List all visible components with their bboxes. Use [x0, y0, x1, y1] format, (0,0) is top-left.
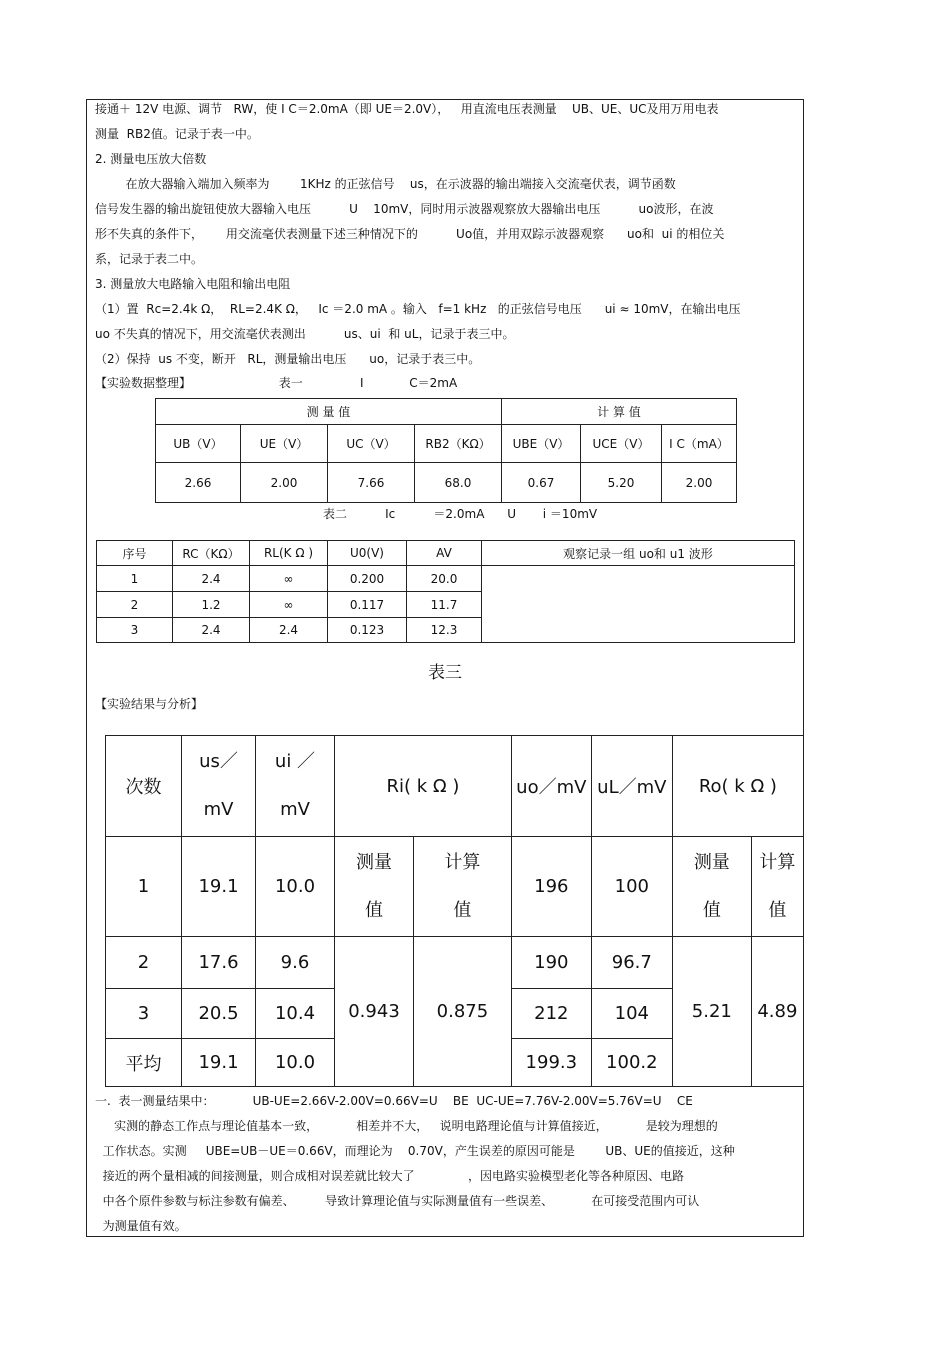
section-heading: 2. 测量电压放大倍数	[95, 152, 207, 166]
table2-caption: 表二 Ic ＝2.0mA U i ＝10mV	[323, 507, 598, 521]
table3-ro-calculated-label: 计算 值	[751, 837, 803, 937]
analysis-line: 实测的静态工作点与理论值基本一致， 相差并不大， 说明电路理论值与计算值接近， 是较为理想的	[95, 1119, 718, 1133]
table3-cell: 100.2	[591, 1039, 672, 1087]
table2-header: 观察记录一组 uo和 u1 波形	[482, 541, 795, 566]
table1-header: I C（mA）	[662, 425, 737, 463]
table3-cell: 10.4	[256, 989, 335, 1039]
section-heading: 【实验结果与分析】	[95, 697, 204, 711]
text-line: 信号发生器的输出旋钮使放大器输入电压 U 10mV，同时用示波器观察放大器输出电压 uo波形，在波	[95, 202, 714, 216]
table2-header: 序号	[97, 541, 173, 566]
table2-header: U0(V)	[328, 541, 407, 566]
table3-cell: 20.5	[182, 989, 256, 1039]
table2-cell: 3	[97, 618, 173, 643]
table3-header-ro: Ro( k Ω )	[672, 736, 803, 837]
table3-header-ui: ui ／ mV	[256, 736, 335, 837]
table1-header: UE（V）	[241, 425, 328, 463]
analysis-line: 一. 表一测量结果中： UB-UE=2.66V-2.00V=0.66V=U BE UC-UE=7.76V-2.00V=5.76V=U CE	[95, 1094, 693, 1108]
table2-cell: 11.7	[407, 592, 482, 618]
table2-header: AV	[407, 541, 482, 566]
table2-cell: 1.2	[173, 592, 250, 618]
table2-cell: 2	[97, 592, 173, 618]
text-line: （1）置 Rc=2.4k Ω， RL=2.4K Ω， Ic ＝2.0 mA 。输入 f=1 kHz 的正弦信号电压 ui ≈ 10mV，在输出电压	[95, 302, 741, 316]
table3-header-ul: uL／mV	[591, 736, 672, 837]
text-line: 接通＋ 12V 电源、调节 RW，使 I C＝2.0mA（即 UE＝2.0V）， 用直流电压表测量 UB、UE、UC及用万用电表	[95, 102, 719, 116]
table2-cell: 0.117	[328, 592, 407, 618]
analysis-line: 接近的两个量相减的间接测量，则合成相对误差就比较大了 ，因电路实验模型老化等各种原因、电路	[95, 1169, 685, 1183]
table-2	[96, 540, 795, 643]
text-line: 在放大器输入端加入频率为 1KHz 的正弦信号 us，在示波器的输出端接入交流毫伏表，调节函数	[95, 177, 676, 191]
table3-cell: 17.6	[182, 937, 256, 989]
table1-cell: 2.00	[662, 463, 737, 503]
table3-cell: 2	[106, 937, 182, 989]
table3-ri-measured: 0.943	[335, 937, 414, 1087]
table3-ro-calculated: 4.89	[751, 937, 803, 1087]
table2-header: RL(K Ω )	[250, 541, 328, 566]
table3-cell: 平均	[106, 1039, 182, 1087]
text-line: （2）保持 us 不变，断开 RL，测量输出电压 uo，记录于表三中。	[95, 352, 481, 366]
table1-cell: 2.66	[156, 463, 241, 503]
table2-cell: 2.4	[173, 618, 250, 643]
section-heading: 3. 测量放大电路输入电阻和输出电阻	[95, 277, 291, 291]
analysis-line: 为测量值有效。	[95, 1219, 187, 1233]
table1-header: RB2（KΩ）	[415, 425, 502, 463]
analysis-line: 中各个原件参数与标注参数有偏差、 导致计算理论值与实际测量值有一些误差、 在可接受范围内可认	[95, 1194, 700, 1208]
table1-cell: 0.67	[502, 463, 581, 503]
table1-header: UCE（V）	[581, 425, 662, 463]
table3-cell: 212	[511, 989, 591, 1039]
table3-cell: 9.6	[256, 937, 335, 989]
table1-group-measured: 测 量 值	[156, 399, 502, 425]
table2-cell: 1	[97, 566, 173, 592]
table3-cell: 96.7	[591, 937, 672, 989]
table3-cell: 100	[591, 837, 672, 937]
table3-cell: 1	[106, 837, 182, 937]
table2-cell: 0.123	[328, 618, 407, 643]
table2-cell: 2.4	[250, 618, 328, 643]
text-line: 系，记录于表二中。	[95, 252, 204, 266]
table2-cell: 0.200	[328, 566, 407, 592]
table3-cell: 19.1	[182, 837, 256, 937]
table1-cell: 2.00	[241, 463, 328, 503]
table2-cell: 20.0	[407, 566, 482, 592]
table3-title: 表三	[428, 663, 462, 683]
text-line: 测量 RB2值。记录于表一中。	[95, 127, 259, 141]
table3-ri-calculated: 0.875	[414, 937, 512, 1087]
table-1	[155, 398, 737, 503]
table3-cell: 104	[591, 989, 672, 1039]
text-line: 形不失真的条件下， 用交流毫伏表测量下述三种情况下的 Uo值，并用双踪示波器观察 uo和 ui 的相位关	[95, 227, 725, 241]
table3-ro-measured-label: 测量 值	[672, 837, 751, 937]
table1-header: UC（V）	[328, 425, 415, 463]
table3-header-uo: uo／mV	[511, 736, 591, 837]
table1-cell: 5.20	[581, 463, 662, 503]
table1-cell: 68.0	[415, 463, 502, 503]
table2-header: RC（KΩ）	[173, 541, 250, 566]
table3-cell: 19.1	[182, 1039, 256, 1087]
analysis-line: 工作状态。实测 UBE=UB－UE＝0.66V，而理论为 0.70V，产生误差的原因可能是 UB、UE的值接近，这种	[95, 1144, 735, 1158]
table1-cell: 7.66	[328, 463, 415, 503]
table3-cell: 190	[511, 937, 591, 989]
table3-header-count: 次数	[106, 736, 182, 837]
table2-waveform-cell	[482, 566, 795, 643]
table1-caption: 【实验数据整理】 表一 I C＝2mA	[95, 376, 458, 390]
table3-cell: 10.0	[256, 837, 335, 937]
table-3	[105, 735, 804, 1087]
table2-cell: ∞	[250, 592, 328, 618]
text-line: uo 不失真的情况下，用交流毫伏表测出 us、ui 和 uL，记录于表三中。	[95, 327, 515, 341]
table1-group-calculated: 计 算 值	[502, 399, 737, 425]
table3-cell: 10.0	[256, 1039, 335, 1087]
table2-cell: ∞	[250, 566, 328, 592]
table1-header: UBE（V）	[502, 425, 581, 463]
table2-cell: 12.3	[407, 618, 482, 643]
table3-ri-calculated-label: 计算 值	[414, 837, 512, 937]
table1-header: UB（V）	[156, 425, 241, 463]
table3-cell: 3	[106, 989, 182, 1039]
table3-ro-measured: 5.21	[672, 937, 751, 1087]
table3-cell: 199.3	[511, 1039, 591, 1087]
table3-ri-measured-label: 测量 值	[335, 837, 414, 937]
table3-cell: 196	[511, 837, 591, 937]
table2-cell: 2.4	[173, 566, 250, 592]
table3-header-ri: Ri( k Ω )	[335, 736, 512, 837]
table3-header-us: us／ mV	[182, 736, 256, 837]
